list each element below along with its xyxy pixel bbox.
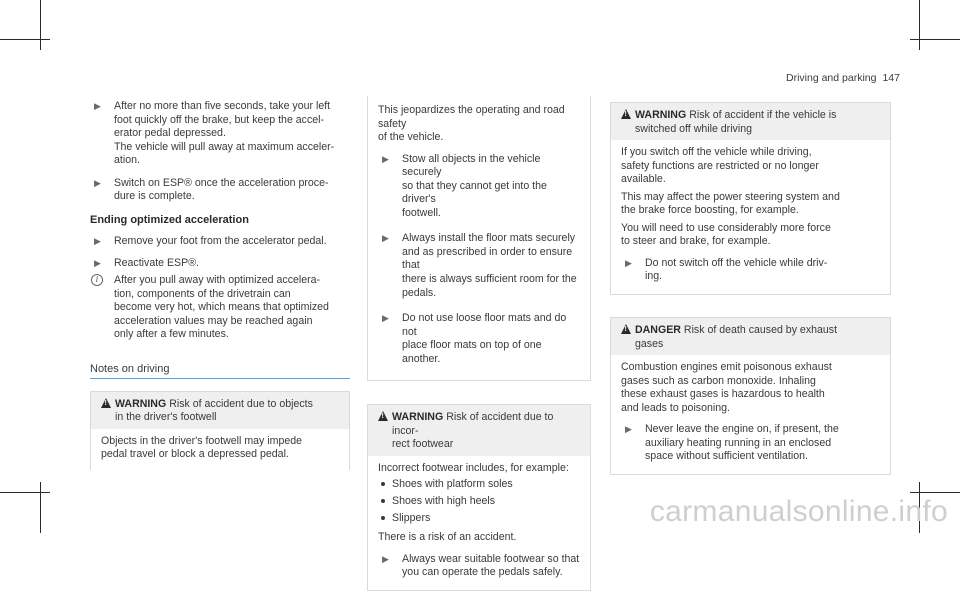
warning-box-continued: [367, 96, 591, 381]
info-icon: i: [91, 274, 103, 286]
arrow-icon: ▶: [382, 313, 389, 324]
subheading: Ending optimized acceleration: [90, 213, 249, 226]
warning-header: ! WARNING Risk of accident if the vehicle is switched off while driving: [611, 103, 890, 140]
danger-label: DANGER: [635, 324, 681, 337]
step-item: ▶ Switch on ESP® once the acceleration proce- dure is complete.: [94, 176, 329, 203]
crop-mark: [0, 492, 50, 493]
step-item: ▶ Do not switch off the vehicle while driv- ing.: [625, 256, 828, 283]
step-item: ▶ Always wear suitable footwear so that you can operate the pedals safely.: [382, 552, 580, 579]
arrow-icon: ▶: [625, 257, 632, 268]
danger-box: [610, 317, 891, 475]
arrow-icon: ▶: [382, 153, 389, 164]
warning-header: ! WARNING Risk of accident due to incor- rect footwear: [368, 405, 590, 456]
list-item: Shoes with platform soles: [378, 478, 580, 492]
arrow-icon: ▶: [625, 424, 632, 435]
warning-label: WARNING: [115, 397, 167, 410]
warning-label: WARNING: [392, 411, 444, 424]
step-item: ▶ Remove your foot from the accelerator pedal.: [94, 234, 327, 247]
warning-triangle-icon: [378, 411, 388, 421]
danger-header: ! DANGER Risk of death caused by exhaust gases: [611, 318, 890, 355]
step-item: ▶ Stow all objects in the vehicle securely so that they cannot get into the driver's footwell.: [382, 152, 547, 219]
arrow-icon: ▶: [94, 235, 101, 246]
warning-box: [90, 391, 350, 470]
step-item: ▶ Do not use loose floor mats and do not place floor mats on top of one another.: [382, 312, 567, 365]
warning-body: This jeopardizes the operating and road safety of the vehicle. ▶ Stow all objects in the vehicle securely so that they cannot get into the driver's footwell. ▶ Always install the floor mats securely and as prescribed in order to ensure that there is always sufficient room for the pedals. ▶ Do not use loose floor mats and do not place floor mats on top of one another.: [368, 96, 590, 380]
arrow-icon: ▶: [94, 101, 101, 111]
warning-body: Incorrect footwear includes, for example: Shoes with platform soles Shoes with high heels Slippers There is a risk of an accident. ▶ Always wear suitable footwear so that you can operate the pedals safely.: [378, 461, 580, 579]
step-item: ▶ Never leave the engine on, if present, the auxiliary heating running in an enclosed space without sufficient ventilation.: [625, 423, 839, 463]
arrow-icon: ▶: [94, 177, 101, 188]
step-item: ▶ After no more than five seconds, take your left foot quickly off the brake, but keep the accel- erator pedal depressed. The vehicle will pull away at maximum acceler- ation.: [94, 100, 335, 167]
warning-header: ! WARNING Risk of accident due to objects in the driver's footwell: [91, 392, 349, 429]
list-item: Slippers: [378, 512, 580, 526]
warning-box: [367, 404, 591, 590]
step-item: ▶ Reactivate ESP®.: [94, 257, 199, 270]
bullet-list: [378, 478, 580, 525]
warning-body: If you switch off the vehicle while driving, safety functions are restricted or no longer available. This may affect the power steering system and the brake force boosting, for example. You will need to use considerably more force to steer and brake, for example. ▶ Do not switch off the vehicle while driv- ing.: [611, 140, 890, 294]
crop-mark: [919, 0, 920, 50]
arrow-icon: ▶: [94, 258, 101, 269]
crop-mark: [910, 39, 960, 40]
crop-mark: [0, 39, 50, 40]
running-head: [786, 72, 900, 85]
danger-body: Combustion engines emit poisonous exhaust gases such as carbon monoxide. Inhaling these exhaust gases is hazardous to health and leads to poisoning. ▶ Never leave the engine on, if present, the auxiliary heating running in an enclosed space without sufficient ventilation.: [611, 355, 890, 474]
danger-triangle-icon: [621, 324, 631, 334]
column-3: [610, 102, 891, 475]
crop-mark: [40, 482, 41, 533]
section-name: Driving and parking: [786, 72, 877, 84]
warning-box: [610, 102, 891, 295]
warning-triangle-icon: [101, 398, 111, 408]
page-number: 147: [882, 72, 900, 84]
column-1: [90, 100, 350, 470]
step-item: ▶ Always install the floor mats securely and as prescribed in order to ensure that there is always sufficient room for the pedals.: [382, 232, 577, 299]
crop-mark: [40, 0, 41, 50]
section-title: Notes on driving: [90, 362, 350, 379]
column-2: [367, 96, 591, 591]
warning-body: Objects in the driver's footwell may impede pedal travel or block a depressed pedal.: [101, 434, 303, 461]
watermark-text: carmanualsonline.info: [649, 494, 948, 528]
warning-label: WARNING: [635, 109, 687, 121]
list-item: Shoes with high heels: [378, 495, 580, 509]
info-note: i After you pull away with optimized accelera- tion, components of the drivetrain can become very hot, which means that optimized acceleration values may be reached again only after a few minutes.: [90, 274, 350, 342]
warning-triangle-icon: [621, 109, 631, 119]
arrow-icon: ▶: [382, 553, 389, 564]
arrow-icon: ▶: [382, 233, 389, 244]
